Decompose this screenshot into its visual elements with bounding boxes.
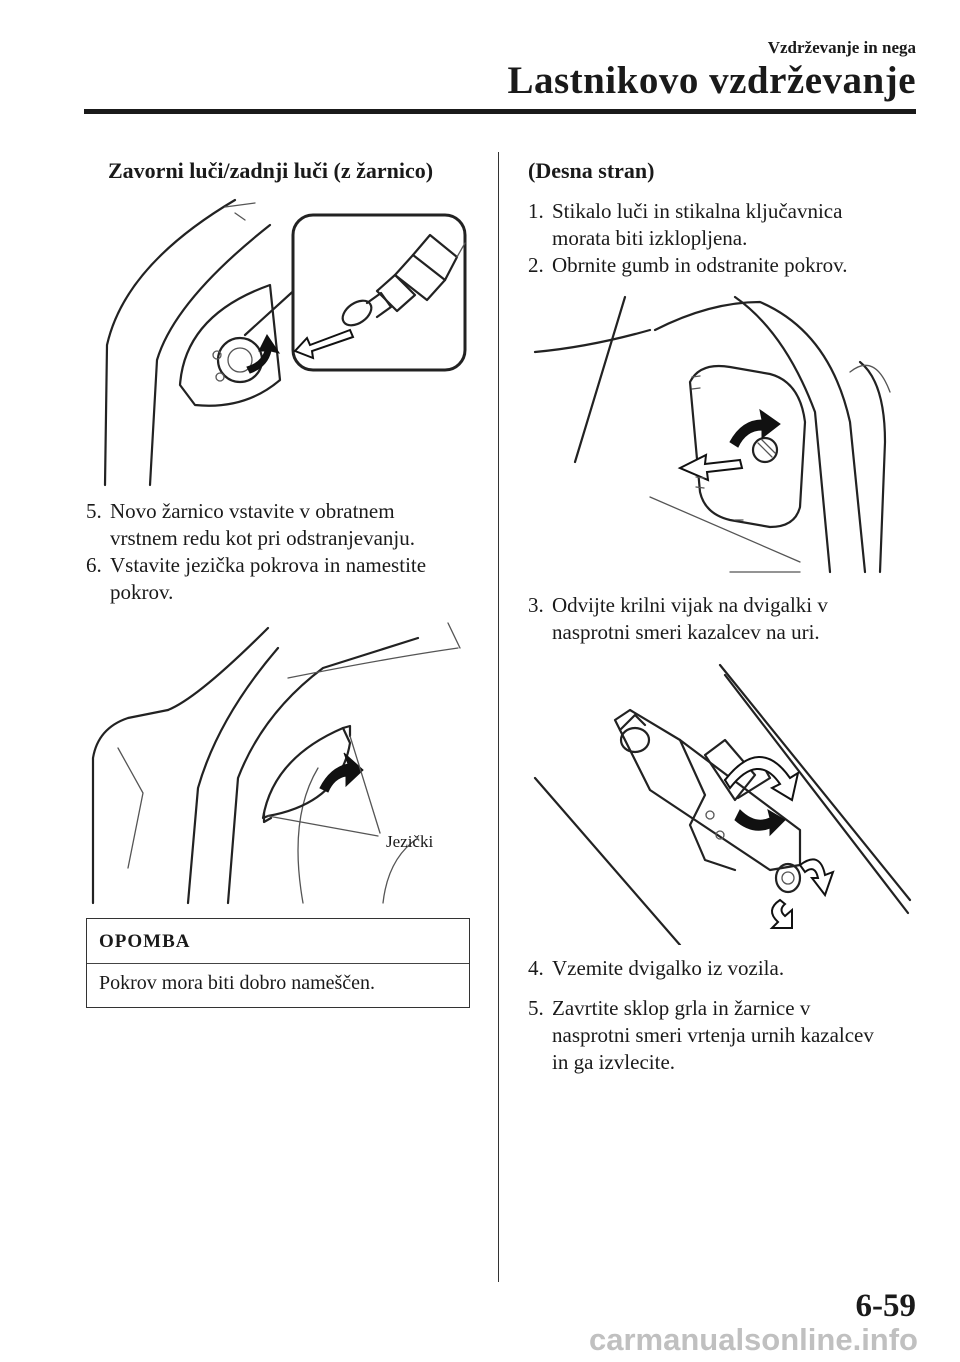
section-title: Vzdrževanje in nega — [767, 38, 916, 57]
page-number: 6-59 — [855, 1288, 916, 1324]
right-subheading: (Desna stran) — [528, 158, 655, 183]
right-cover-illustration — [530, 292, 910, 577]
step-4-right: 4. Vzemite dvigalko iz vozila. — [528, 956, 785, 980]
header-rule — [84, 109, 916, 114]
step-5-right: 5. Zavrtite sklop grla in žarnice v nasprotni smeri vrtenja urnih kazalcev in ga izvlecite. — [528, 996, 874, 1074]
step-5-left: 5. Novo žarnico vstavite v obratnem vrstnem redu kot pri odstranjevanju. — [86, 499, 416, 550]
column-divider — [498, 152, 499, 1282]
note-title: OPOMBA — [99, 931, 191, 952]
jack-illustration — [530, 660, 915, 945]
note-box — [86, 918, 470, 1008]
note-divider — [87, 963, 469, 964]
step-6-left: 6. Vstavite jezička pokrova in namestite pokrov. — [86, 553, 427, 604]
tabs-callout: Jezički — [386, 832, 434, 851]
step-1-right: 1. Stikalo luči in stikalna ključavnica morata biti izklopljena. — [528, 199, 843, 250]
bulb-removal-illustration — [95, 195, 475, 490]
cover-tabs-illustration — [88, 618, 468, 908]
step-2-right: 2. Obrnite gumb in odstranite pokrov. — [528, 253, 848, 277]
page-title: Lastnikovo vzdrževanje — [507, 59, 916, 102]
step-3-right: 3. Odvijte krilni vijak na dvigalki v nasprotni smeri kazalcev na uri. — [528, 593, 828, 644]
subsection-heading: Zavorni luči/zadnji luči (z žarnico) — [108, 158, 434, 183]
note-text: Pokrov mora biti dobro nameščen. — [99, 972, 376, 994]
watermark: carmanualsonline.info — [588, 1322, 918, 1357]
